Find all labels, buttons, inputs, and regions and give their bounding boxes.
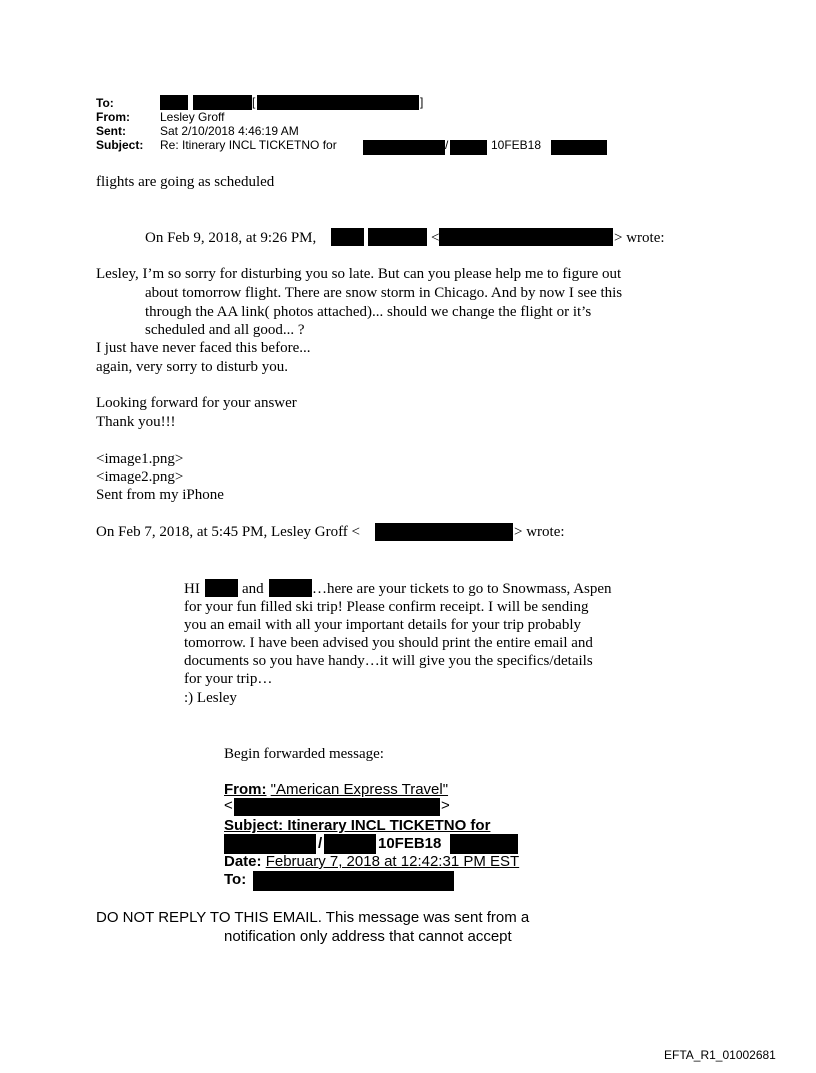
- redaction-block: [450, 140, 487, 155]
- subject-slash: /: [445, 138, 449, 152]
- quote-line: about tomorrow flight. There are snow storm in Chicago. And by now I see this: [145, 285, 623, 301]
- from-value: Lesley Groff: [160, 110, 225, 124]
- lt-char: <: [431, 230, 440, 246]
- redaction-block: [551, 140, 607, 155]
- redaction-block: [363, 140, 445, 155]
- quote-line: Looking forward for your answer: [96, 395, 297, 411]
- quote-line: scheduled and all good... ?: [145, 322, 305, 338]
- redaction-block: [439, 228, 613, 246]
- to-label: To:: [96, 96, 114, 110]
- redaction-block: [450, 834, 518, 854]
- quote-line: Thank you!!!: [96, 414, 176, 430]
- attachment-name: <image1.png>: [96, 451, 184, 467]
- quote-wrote: > wrote:: [514, 524, 565, 540]
- body-line: for your trip…: [184, 671, 273, 687]
- from-label: From:: [96, 110, 130, 124]
- lt-char: <: [224, 797, 233, 814]
- forward-begin: Begin forwarded message:: [224, 746, 384, 762]
- subject-date: 10FEB18: [491, 138, 542, 152]
- notice-line: DO NOT REPLY TO THIS EMAIL. This message was sent from a: [96, 909, 530, 926]
- redaction-block: [205, 579, 238, 597]
- attachment-name: <image2.png>: [96, 469, 184, 485]
- subject-slash: /: [318, 835, 323, 852]
- forward-to-label: To:: [224, 871, 247, 888]
- quote-intro: On Feb 7, 2018, at 5:45 PM, Lesley Groff <: [96, 524, 360, 540]
- greeting-hi: HI: [184, 581, 200, 597]
- redaction-block: [375, 523, 513, 541]
- forward-date: Date: February 7, 2018 at 12:42:31 PM EST: [224, 853, 520, 870]
- quote-line: I just have never faced this before...: [96, 340, 311, 356]
- redaction-block: [160, 95, 188, 110]
- body-line: you an email with all your important details for your trip probably: [184, 617, 581, 633]
- notice-line: notification only address that cannot accept: [224, 928, 512, 945]
- bracket-close: ]: [420, 95, 424, 109]
- redaction-block: [193, 95, 252, 110]
- redaction-block: [368, 228, 427, 246]
- redaction-block: [234, 798, 440, 816]
- redaction-block: [224, 834, 316, 854]
- redaction-block: [331, 228, 364, 246]
- sent-value: Sat 2/10/2018 4:46:19 AM: [160, 124, 299, 138]
- quote-line: through the AA link( photos attached)... should we change the flight or it’s: [145, 304, 592, 320]
- quote-intro: On Feb 9, 2018, at 9:26 PM,: [145, 230, 317, 246]
- forward-from: From: "American Express Travel": [224, 781, 449, 798]
- subject-prefix: Re: Itinerary INCL TICKETNO for: [160, 138, 337, 152]
- quote-line: Lesley, I’m so sorry for disturbing you so late. But can you please help me to figure out: [96, 266, 622, 282]
- forward-subject: Subject: Itinerary INCL TICKETNO for: [224, 817, 491, 834]
- gt-char: >: [441, 797, 450, 814]
- greeting-and: and: [242, 581, 264, 597]
- body-line: documents so you have handy…it will give you the specifics/details: [184, 653, 593, 669]
- quote-line: again, very sorry to disturb you.: [96, 359, 289, 375]
- signoff: :) Lesley: [184, 690, 237, 706]
- document-id: EFTA_R1_01002681: [664, 1048, 776, 1062]
- bracket-open: [: [252, 95, 256, 109]
- body-line: …here are your tickets to go to Snowmass, Aspen: [312, 581, 612, 597]
- body-line: tomorrow. I have been advised you should print the entire email and: [184, 635, 593, 651]
- redaction-block: [324, 834, 376, 854]
- reply-text: flights are going as scheduled: [96, 174, 275, 190]
- redaction-block: [257, 95, 419, 110]
- sent-label: Sent:: [96, 124, 126, 138]
- redaction-block: [269, 579, 312, 597]
- subject-label: Subject:: [96, 138, 144, 152]
- body-line: for your fun filled ski trip! Please confirm receipt. I will be sending: [184, 599, 589, 615]
- redaction-block: [253, 871, 454, 891]
- quote-wrote: > wrote:: [614, 230, 665, 246]
- forward-subject-date: 10FEB18: [378, 835, 442, 852]
- signature: Sent from my iPhone: [96, 487, 224, 503]
